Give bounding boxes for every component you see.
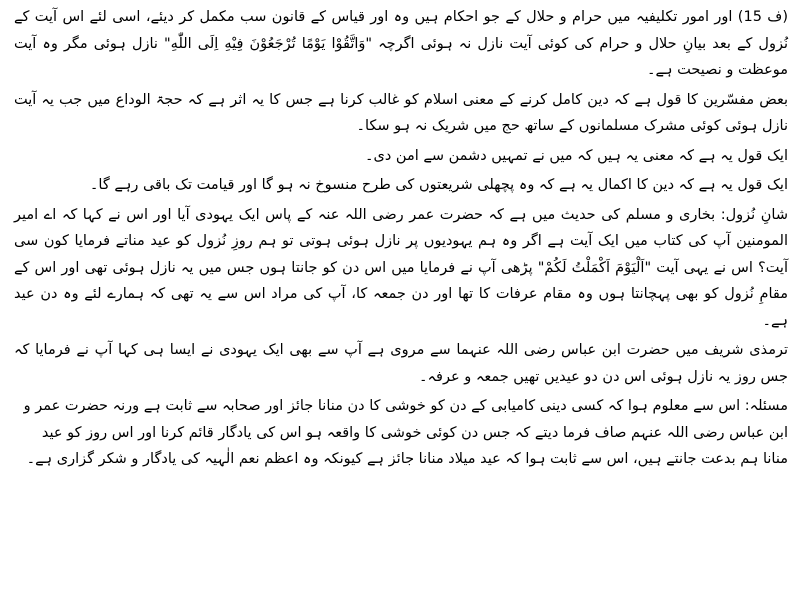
paragraph-tirmidhi [14,337,788,390]
paragraph-text: مسئلہ: اس سے معلوم ہوا کہ کسی دینی کامیابی کے دن کو خوشی کا دن منانا جائز اور صحابہ سے ثابت ہے ورنہ حضرت عمر و ابن عباس رضی اللہ عنہم صاف فرما دیتے کہ جس دن کوئی خوشی کا واقعہ ہو اس کی یادگار قائم کرنا اور اس روز کو عید منانا ہم بدعت جانتے ہیں، اس سے ثابت ہوا کہ عید میلاد منانا جائز ہے کیونکہ وہ اعظم نعم الٰہیہ کی یادگار و شکر گزاری ہے۔ [23,398,788,467]
paragraph-text: " نازل ہوئی مگر وہ آیت موعظت و نصیحت ہے۔ [14,35,788,78]
paragraph-saying-perfection [14,172,788,199]
paragraph-text: (ف 15) اور امور تکلیفیہ میں حرام و حلال کے جو احکام ہیں وہ اور قیاس کے قانون سب مکمل کر دیئے، اسی لئے اس آیت کے نُزول کے بعد بیانِ حلال و حرام کی کوئی آیت نازل نہ ہوئی اگرچہ " [14,9,788,52]
paragraph-saying-peace [14,143,788,170]
paragraph-mufassirin-view [14,87,788,140]
quranic-quote: اَلْیَوْمَ اَكْمَلْتُ لَكُمْ [544,259,645,276]
paragraph-text: " پڑھی آپ نے فرمایا میں اس دن کو جانتا ہوں جس میں یہ نازل ہوئی تھی اور اس کے مقامِ نُزول کو بھی پہچانتا ہوں وہ مقام عرفات کا تھا اور دن جمعہ کا، آپ کی مراد اس سے یہ تھی کہ ہمارے لئے وہ دن عید ہے۔ [14,259,788,329]
paragraph-text: شانِ نُزول: بخاری و مسلم کی حدیث میں ہے کہ حضرت عمر رضی اللہ عنہ کے پاس ایک یہودی آیا اور اس نے کہا کہ اے امیر المومنین آپ کی کتاب میں ایک آیت ہے اگر وہ ہم یہودیوں پر نازل ہوئی ہوتی تو ہم روزِ نُزول کو عید مناتے فرمایا کون سی آیت؟ اس نے یہی آیت " [14,206,788,276]
paragraph-text: ایک قول یہ ہے کہ دین کا اکمال یہ ہے کہ وہ پچھلی شریعتوں کی طرح منسوخ نہ ہو گا اور قیامت تک باقی رہے گا۔ [89,177,788,193]
paragraph-shan-e-nuzool [14,202,788,335]
paragraph-footnote-15 [14,4,788,84]
paragraph-masala [14,393,788,473]
paragraph-text: ترمذی شریف میں حضرت ابن عباس رضی اللہ عنہما سے مروی ہے آپ سے بھی ایک یہودی نے ایسا ہی کہا آپ نے فرمایا کہ جس روز یہ نازل ہوئی اس دن دو عیدیں تھیں جمعہ و عرفہ۔ [14,342,788,385]
quranic-quote: وَاتَّقُوْا یَوْمًا تُرْجَعُوْنَ فِیْهِ اِلَی اللّٰهِ [170,35,366,52]
paragraph-text: بعض مفسّرین کا قول ہے کہ دین کامل کرنے کے معنی اسلام کو غالب کرنا ہے جس کا یہ اثر ہے کہ حجۃ الوداع میں جب یہ آیت نازل ہوئی کوئی مشرک مسلمانوں کے ساتھ حج میں شریک نہ ہو سکا۔ [14,91,788,134]
paragraph-text: ایک قول یہ ہے کہ معنی یہ ہیں کہ میں نے تمہیں دشمن سے امن دی۔ [365,147,788,164]
